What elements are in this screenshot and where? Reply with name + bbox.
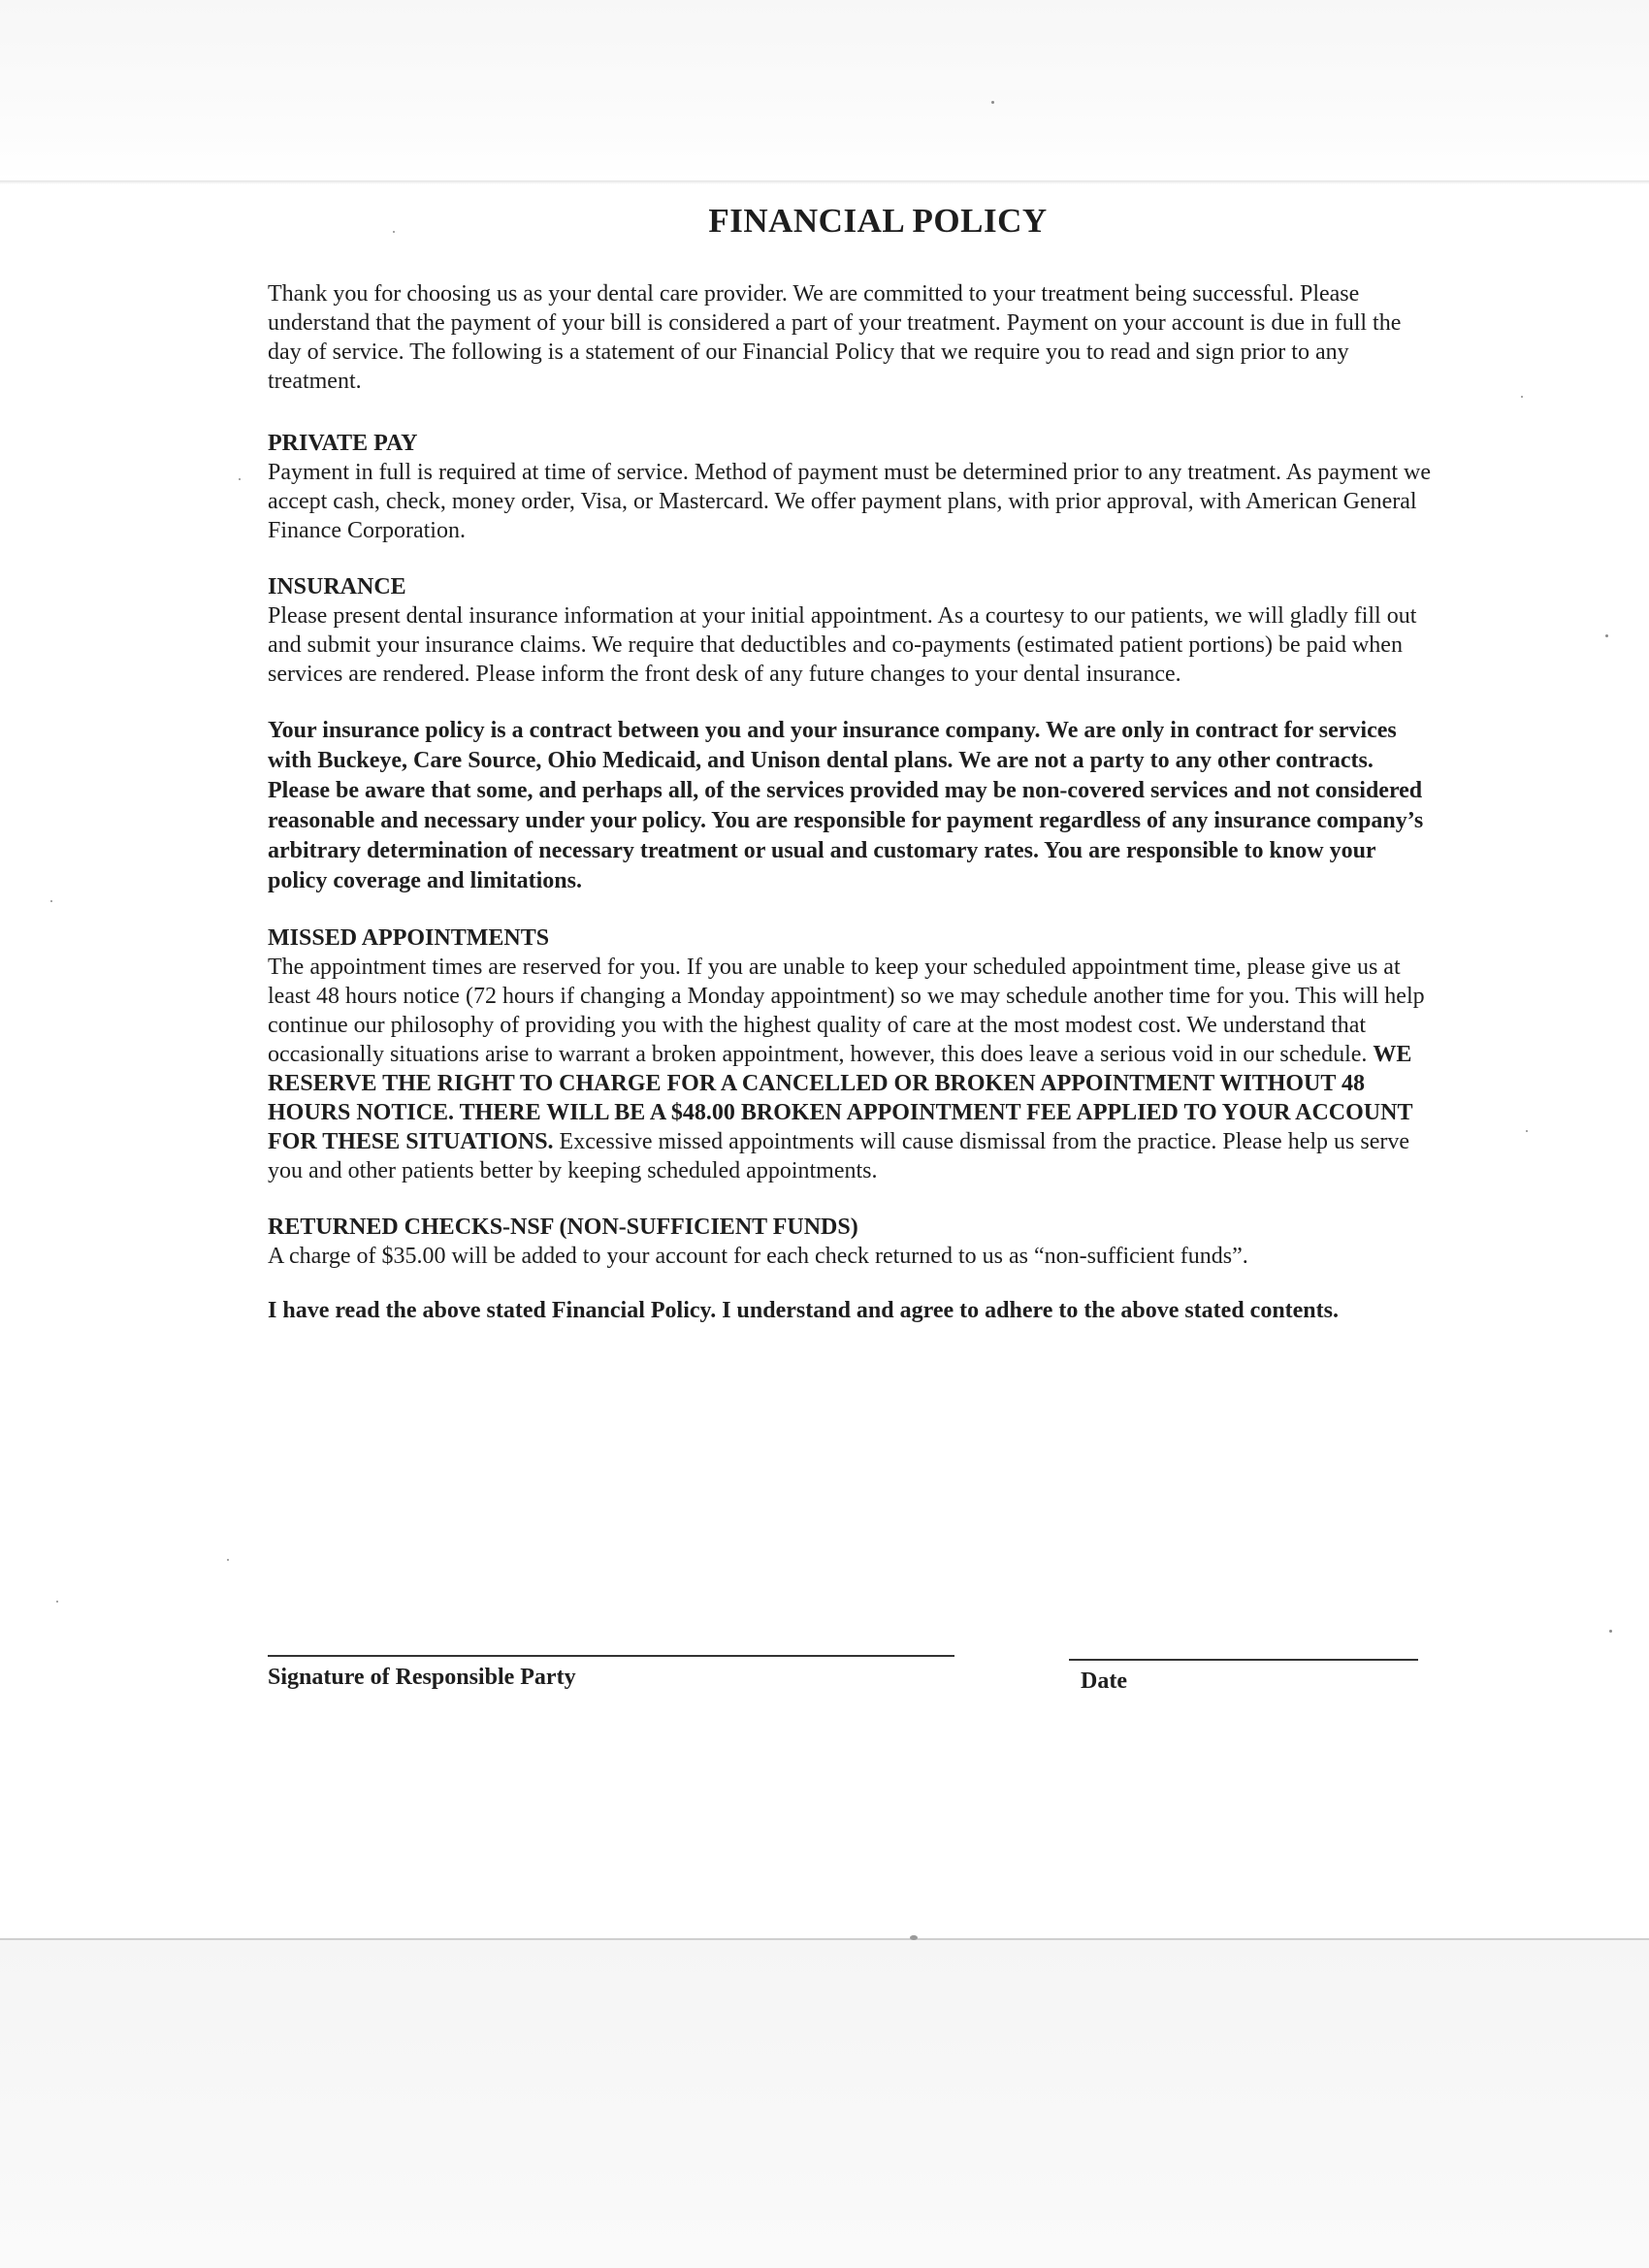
- scan-speck: [1605, 634, 1608, 637]
- scan-speck: [56, 1601, 58, 1603]
- insurance-contract-notice: Your insurance policy is a contract between you and your insurance company. We are only in contract for services with Buckeye, Care Source, Ohio Medicaid, and Unison dental plans. We are not a party to any other contracts. Please be aware that some, and perhaps all, of the services provided may be non-covered services and not considered reasonable and necessary under your policy. You are responsible for payment regardless of any insurance company’s arbitrary determination of necessary treatment or usual and customary rates. You are responsible to know your policy coverage and limitations.: [268, 718, 1424, 893]
- insurance-section: [268, 572, 1432, 896]
- scan-speck: [50, 900, 52, 902]
- signature-line[interactable]: [268, 1655, 954, 1657]
- date-line[interactable]: [1069, 1659, 1418, 1661]
- signature-block: [268, 1655, 1432, 1733]
- scan-speck: [991, 101, 994, 104]
- returned-checks-body: A charge of $35.00 will be added to your account for each check returned to us as “non-sufficient funds”.: [268, 1244, 1248, 1269]
- missed-appointments-section: [268, 923, 1432, 1185]
- missed-appointments-heading: MISSED APPOINTMENTS: [268, 925, 550, 951]
- scan-top-shadow: [0, 180, 1649, 184]
- returned-checks-section: [268, 1213, 1432, 1271]
- missed-appointments-body-start: The appointment times are reserved for you. If you are unable to keep your scheduled appointment time, please give us at least 48 hours notice (72 hours if changing a Monday appointment) so we may schedule another time for you. This will help continue our philosophy of providing you with the highest quality of care at the most modest cost. We understand that occasionally situations arise to warrant a broken appointment, however, this does leave a serious void in our schedule.: [268, 955, 1425, 1067]
- scan-speck: [239, 478, 241, 480]
- private-pay-body: Payment in full is required at time of service. Method of payment must be determined prior to any treatment. As payment we accept cash, check, money order, Visa, or Mastercard. We offer payment plans, with prior approval, with American General Finance Corporation.: [268, 460, 1432, 543]
- date-label: Date: [1081, 1669, 1127, 1694]
- scan-speck: [1521, 396, 1523, 398]
- missed-appointments-body: [268, 953, 1432, 1185]
- returned-checks-heading: RETURNED CHECKS-NSF (NON-SUFFICIENT FUNDS): [268, 1215, 858, 1240]
- scan-speck: [910, 1935, 918, 1940]
- financial-policy-document: [268, 202, 1432, 1326]
- scan-bottom-margin: [0, 1940, 1649, 2268]
- document-title: FINANCIAL POLICY: [708, 202, 1048, 240]
- private-pay-section: [268, 429, 1432, 545]
- scan-speck: [1526, 1130, 1528, 1132]
- missed-appointments-body-end: Excessive missed appointments will cause dismissal from the practice. Please help us serve you and other patients better by keeping scheduled appointments.: [268, 1129, 1409, 1183]
- acknowledgement-statement: I have read the above stated Financial Policy. I understand and agree to adhere to the above stated contents.: [268, 1298, 1339, 1323]
- scan-speck: [227, 1559, 229, 1561]
- intro-paragraph: Thank you for choosing us as your dental care provider. We are committed to your treatment being successful. Please understand that the payment of your bill is considered a part of your treatment. Payment on your account is due in full the day of service. The following is a statement of our Financial Policy that we require you to read and sign prior to any treatment.: [268, 281, 1402, 394]
- signature-label: Signature of Responsible Party: [268, 1665, 576, 1690]
- private-pay-heading: PRIVATE PAY: [268, 431, 418, 456]
- missed-appointments-fee-warning: WE RESERVE THE RIGHT TO CHARGE FOR A CANCELLED OR BROKEN APPOINTMENT WITHOUT 48 HOURS NOTICE. THERE WILL BE A $48.00 BROKEN APPOINTMENT FEE APPLIED TO YOUR ACCOUNT FOR THESE SITUATIONS.: [268, 1042, 1413, 1154]
- scan-top-margin: [0, 0, 1649, 184]
- insurance-body: Please present dental insurance information at your initial appointment. As a courtesy to our patients, we will gladly fill out and submit your insurance claims. We require that deductibles and co-payments (estimated patient portions) be paid when services are rendered. Please inform the front desk of any future changes to your dental insurance.: [268, 603, 1417, 687]
- scan-speck: [1609, 1630, 1612, 1633]
- insurance-heading: INSURANCE: [268, 574, 406, 599]
